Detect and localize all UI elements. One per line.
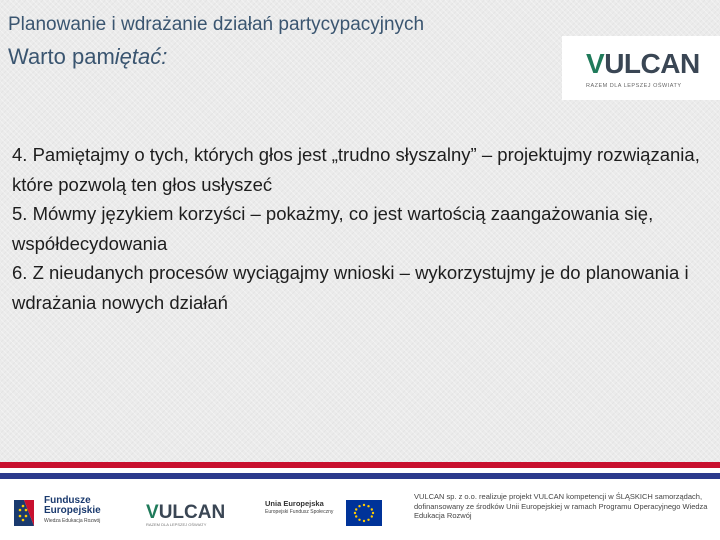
footer-vulcan-v: V (146, 502, 159, 523)
slide-title: Planowanie i wdrażanie działań partycypacyjnych (8, 14, 425, 35)
vulcan-logo-word (586, 48, 700, 80)
footer-vulcan-rest: ULCAN (158, 502, 226, 523)
eu-label (265, 500, 333, 516)
vulcan-logo (562, 36, 720, 100)
fe-line2: Europejskie (44, 505, 101, 516)
content-list (12, 140, 716, 317)
footer-vulcan-logo (146, 502, 225, 524)
footer-vulcan-tagline: RAZEM DLA LEPSZEJ OŚWIATY (146, 522, 207, 527)
slide-subtitle (8, 44, 167, 70)
fe-line3: Wiedza Edukacja Rozwój (44, 518, 101, 524)
vulcan-logo-rest: ULCAN (604, 48, 700, 79)
list-item: 5. Mówmy językiem korzyści – pokażmy, co jest wartością zaangażowania się, współdecydowania (12, 203, 654, 254)
list-item: 4. Pamiętajmy o tych, których głos jest „trudno słyszalny” – projektujmy rozwiązania, które pozwolą ten głos usłyszeć (12, 144, 700, 195)
project-info-text: VULCAN sp. z o.o. realizuje projekt VULCAN kompetencji w ŚLĄSKICH samorządach, dofinansowany ze środków Unii Europejskiej w ramach Programu Operacyjnego Wiedza Edukacja Rozwój (414, 492, 708, 520)
flag-stripes (0, 462, 720, 484)
fe-line1: Fundusze (44, 495, 91, 506)
fundusze-europejskie-icon (10, 496, 38, 530)
eu-flag-icon (346, 500, 382, 526)
subtitle-text: Warto pam (8, 44, 115, 69)
ue-line2: Europejski Fundusz Społeczny (265, 509, 334, 515)
footer-logos (0, 484, 720, 540)
vulcan-logo-v: V (586, 48, 605, 79)
subtitle-emphasis: iętać: (114, 44, 168, 69)
list-item: 6. Z nieudanych procesów wyciągajmy wnioski – wykorzystujmy je do planowania i wdrażania nowych działań (12, 262, 689, 313)
vulcan-logo-tagline: RAZEM DLA LEPSZEJ OŚWIATY (586, 83, 682, 89)
ue-line1: Unia Europejska (265, 499, 324, 508)
fundusze-europejskie-text (44, 496, 101, 526)
